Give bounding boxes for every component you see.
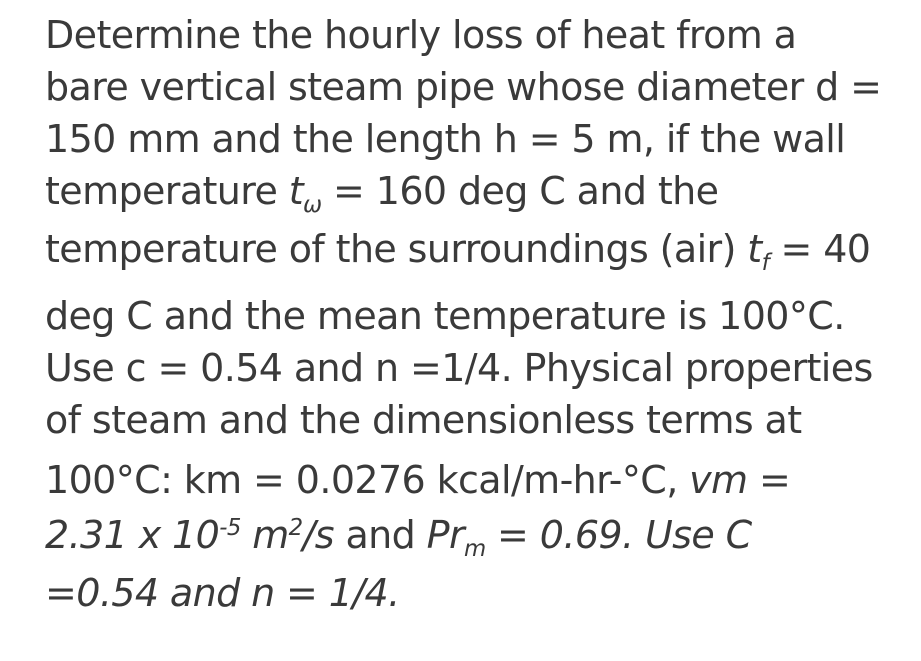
line-5-text-after: = 40 bbox=[769, 227, 871, 271]
problem-line-8: of steam and the dimensionless terms at bbox=[45, 398, 802, 442]
surroundings-temperature-subscript: f bbox=[761, 249, 770, 276]
viscosity-unit-m: m bbox=[240, 513, 289, 557]
viscosity-unit-exponent: 2 bbox=[288, 515, 303, 542]
wall-temperature-subscript: ω bbox=[303, 191, 322, 218]
wall-temperature-variable: t bbox=[288, 169, 304, 213]
problem-line-2: bare vertical steam pipe whose diameter d = bbox=[45, 65, 882, 109]
prandtl-subscript: m bbox=[463, 535, 486, 562]
viscosity-unit-per-second: /s bbox=[302, 513, 334, 557]
line-9-text: 100°C: km = 0.0276 kcal/m-hr-°C, bbox=[45, 458, 690, 502]
prandtl-label: Pr bbox=[426, 513, 464, 557]
problem-line-3: 150 mm and the length h = 5 m, if the wall bbox=[45, 117, 846, 161]
surroundings-temperature-variable: t bbox=[747, 227, 762, 271]
problem-line-4 bbox=[45, 168, 719, 218]
line-10-connector: and bbox=[333, 513, 427, 557]
problem-line-11: =0.54 and n = 1/4. bbox=[45, 571, 400, 615]
viscosity-exponent: -5 bbox=[219, 515, 241, 542]
problem-line-9 bbox=[45, 457, 790, 503]
line-5-text-before: temperature of the surroundings (air) bbox=[45, 227, 748, 271]
problem-line-5 bbox=[45, 226, 871, 276]
line-4-text-after: = 160 deg C and the bbox=[321, 169, 719, 213]
kinematic-viscosity-label: vm = bbox=[689, 458, 791, 502]
problem-line-10 bbox=[45, 512, 752, 562]
viscosity-mantissa: 2.31 x 10 bbox=[45, 513, 220, 557]
line-4-text-before: temperature bbox=[45, 169, 289, 213]
problem-line-7: Use c = 0.54 and n =1/4. Physical properties bbox=[45, 346, 873, 390]
prandtl-value: = 0.69. Use C bbox=[485, 513, 752, 557]
problem-line-6: deg C and the mean temperature is 100°C. bbox=[45, 294, 845, 338]
problem-line-1: Determine the hourly loss of heat from a bbox=[45, 13, 797, 57]
